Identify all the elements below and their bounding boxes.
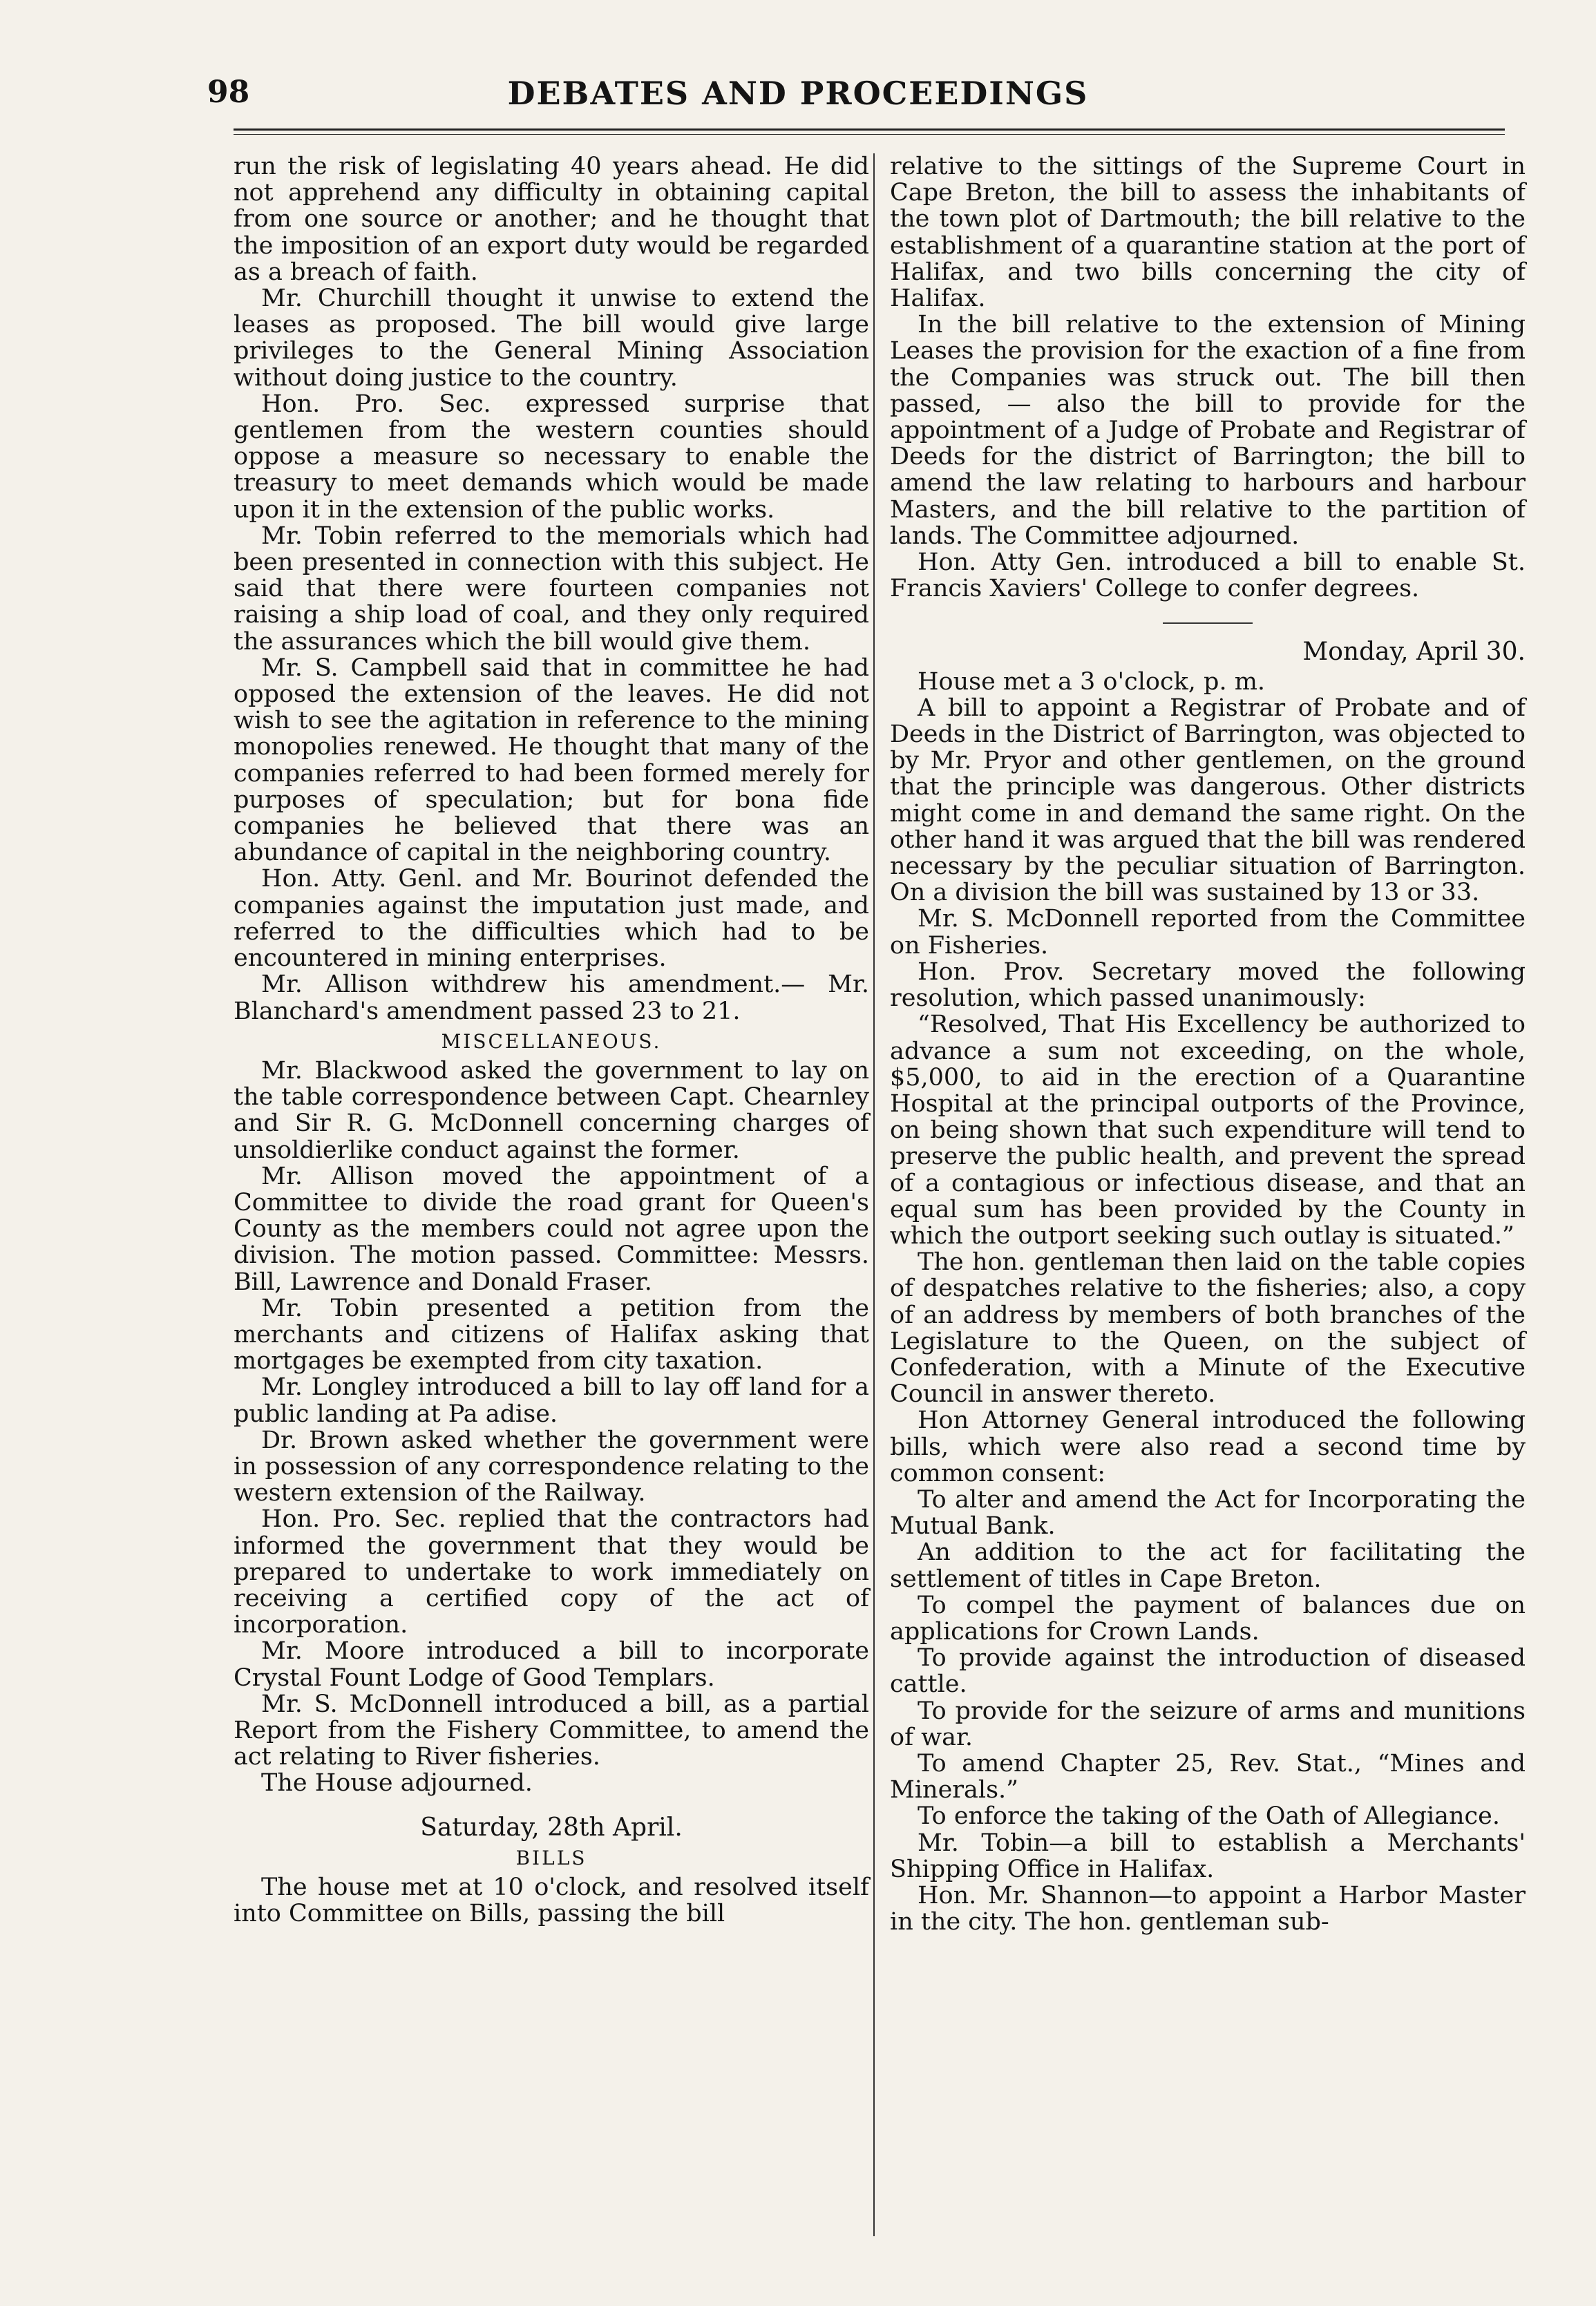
paragraph: run the risk of legislating 40 years ahead. He did not apprehend any difficulty in obtaining capital from one source or another; and he thought that the imposition of an export duty would be regarded as a breach of faith. [234, 153, 869, 286]
paragraph: Mr. Allison moved the appointment of a Committee to divide the road grant for Queen's County as the members could not agree upon the division. The motion passed. Committee: Messrs. Bill, Lawrence and Donald Fraser. [234, 1162, 869, 1296]
paragraph: A bill to appoint a Registrar of Probate and of Deeds in the District of Barrington, was objected to by Mr. Pryor and other gentlemen, on the ground that the principle was dangerous. Other districts might come in and demand the same right. On the other hand it was argued that the bill was rendered necessary by the peculiar situation of Barrington. On a division the bill was sustained by 13 or 33. [890, 694, 1526, 907]
paragraph: To provide against the introduction of diseased cattle. [890, 1644, 1526, 1699]
paragraph: Dr. Brown asked whether the government were in possession of any correspondence relating to the western extension of the Railway. [234, 1426, 869, 1507]
paragraph: Hon. Atty. Genl. and Mr. Bourinot defended the companies against the imputation just made, and referred to the difficulties which had to be encountered in mining enterprises. [234, 865, 869, 973]
paragraph: The House adjourned. [261, 1769, 533, 1798]
paragraph: Hon. Atty Gen. introduced a bill to enable St. Francis Xaviers' College to confer degrees. [890, 549, 1526, 603]
paragraph: To enforce the taking of the Oath of Allegiance. [918, 1802, 1500, 1831]
paragraph: Mr. Tobin referred to the memorials which had been presented in connection with this subject. He said that there were fourteen companies not raising a ship load of coal, and they only required the assurances which the bill would give them. [234, 522, 869, 656]
paragraph: In the bill relative to the extension of Mining Leases the provision for the exaction of a fine from the Companies was struck out. The bill then passed, — also the bill to provide for the appointment of a Judge of Probate and Registrar of Deeds for the district of Barrington; the bill to amend the law relating to harbours and harbour Masters, and the bill relative to the partition of lands. The Committee adjourned. [890, 311, 1526, 550]
left-column [234, 153, 869, 1927]
date-heading: Saturday, 28th April. [420, 1813, 683, 1842]
paragraph: Mr. S. McDonnell introduced a bill, as a partial Report from the Fishery Committee, to amend the act relating to River fisheries. [234, 1690, 869, 1771]
paragraph: Hon. Pro. Sec. expressed surprise that gentlemen from the western counties should oppose a measure so necessary to enable the treasury to meet demands which would be made upon it in the extension of the public works. [234, 390, 869, 524]
paragraph: Mr. Churchill thought it unwise to extend the leases as proposed. The bill would give large privileges to the General Mining Association without doing justice to the country. [234, 285, 869, 392]
column-divider [873, 153, 875, 2236]
paragraph: An addition to the act for facilitating the settlement of titles in Cape Breton. [890, 1538, 1526, 1593]
paragraph: Hon. Mr. Shannon—to appoint a Harbor Master in the city. The hon. gentleman sub- [890, 1882, 1526, 1936]
paragraph: To alter and amend the Act for Incorporating the Mutual Bank. [890, 1485, 1526, 1541]
paragraph: To compel the payment of balances due on applications for Crown Lands. [890, 1591, 1526, 1646]
paragraph: To provide for the seizure of arms and munitions of war. [890, 1697, 1526, 1751]
paragraph: Mr. Moore introduced a bill to incorporate Crystal Fount Lodge of Good Templars. [234, 1637, 869, 1692]
paragraph: Hon. Pro. Sec. replied that the contractors had informed the government that they would be prepared to undertake to work immediately on receiving a certified copy of the act of incorporation. [234, 1505, 869, 1639]
paragraph: Mr. Blackwood asked the government to lay on the table correspondence between Capt. Chearnley and Sir R. G. McDonnell concerning charges of unsoldierlike conduct against the former. [234, 1056, 869, 1164]
paragraph: To amend Chapter 25, Rev. Stat., “Mines and Minerals.” [890, 1749, 1526, 1804]
right-column [890, 153, 1526, 1935]
paragraph: Mr. Tobin presented a petition from the merchants and citizens of Halifax asking that mortgages be exempted from city taxation. [234, 1294, 869, 1375]
paragraph: Mr. Tobin—a bill to establish a Merchants' Shipping Office in Halifax. [890, 1829, 1526, 1883]
header-rule [234, 128, 1505, 135]
paragraph: House met a 3 o'clock, p. m. [918, 667, 1266, 696]
paragraph: Mr. S. McDonnell reported from the Committee on Fisheries. [890, 905, 1526, 960]
paragraph: Mr. Allison withdrew his amendment.— Mr. Blanchard's amendment passed 23 to 21. [234, 971, 869, 1025]
date-heading: Monday, April 30. [1302, 638, 1526, 667]
paragraph: Hon. Prov. Secretary moved the following resolution, which passed unanimously: [890, 957, 1526, 1013]
paragraph: relative to the sittings of the Supreme Court in Cape Breton, the bill to assess the inhabitants of the town plot of Dartmouth; the bill relative to the establishment of a quarantine station at the port of Halifax, and two bills concerning the city of Halifax. [890, 153, 1526, 313]
paragraph: Mr. S. Campbell said that in committee he had opposed the extension of the leaves. He did not wish to see the agitation in reference to the mining monopolies renewed. He thought that many of the companies referred to had been formed merely for purposes of speculation; but for bona fide companies he believed that there was an abundance of capital in the neighboring country. [234, 654, 869, 867]
section-heading: BILLS [515, 1846, 587, 1869]
page-number: 98 [207, 75, 250, 110]
paragraph: Hon Attorney General introduced the following bills, which were also read a second time by common consent: [890, 1407, 1526, 1487]
paragraph: The hon. gentleman then laid on the table copies of despatches relative to the fisheries; also, a copy of an address by members of both branches of the Legislature to the Queen, on the subject of Confederation, with a Minute of the Executive Council in answer thereto. [890, 1248, 1526, 1409]
section-rule [1163, 622, 1253, 624]
paragraph: The house met at 10 o'clock, and resolved itself into Committee on Bills, passing the bill [234, 1874, 869, 1928]
paragraph: “Resolved, That His Excellency be authorized to advance a sum not exceeding, on the whole, $5,000, to aid in the erection of a Quarantine Hospital at the principal outports of the Province, on being shown that such expenditure will tend to preserve the public health, and prevent the spread of a contagious or infectious disease, and that an equal sum has been provided by the County in which the outport seeking such outlay is situated.” [890, 1011, 1526, 1250]
section-heading: MISCELLANEOUS. [441, 1029, 662, 1053]
running-head: DEBATES AND PROCEEDINGS [507, 75, 1089, 112]
paragraph: Mr. Longley introduced a bill to lay off land for a public landing at Pa adise. [234, 1373, 869, 1428]
